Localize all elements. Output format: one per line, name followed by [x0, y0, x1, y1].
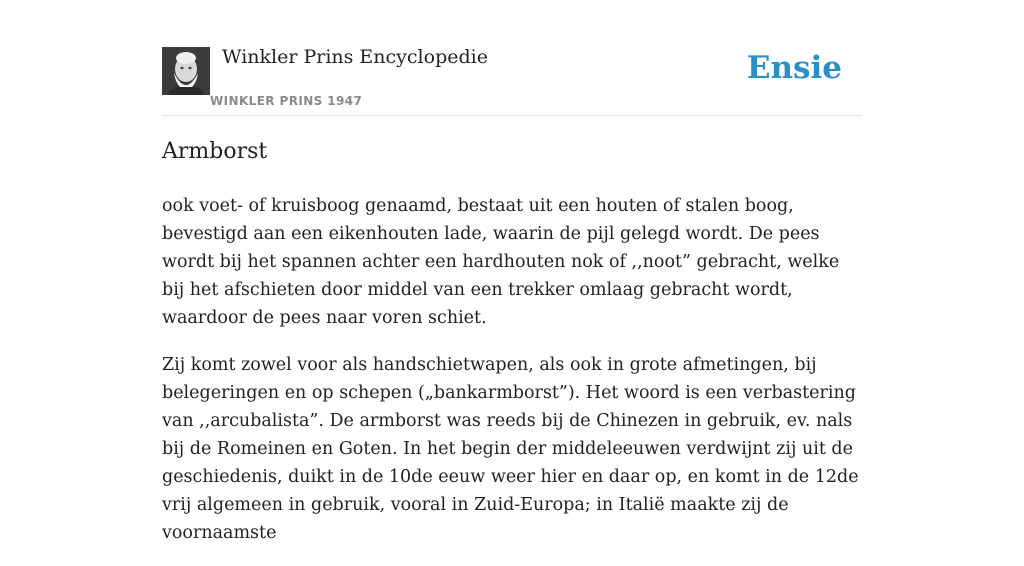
source-title[interactable]: Winkler Prins Encyclopedie: [222, 46, 488, 68]
source-subtitle[interactable]: WINKLER PRINS 1947: [210, 94, 363, 108]
article-paragraph: ook voet- of kruisboog genaamd, bestaat uit een houten of stalen boog, bevestigd aan een eikenhouten lade, waarin de pijl gelegd wordt. De pees wordt bij het spannen achter een hardhouten nok of ,,noot” gebracht, welke bij het afschieten door middel van een trekker omlaag gebracht wordt, waardoor de pees naar voren schiet.: [162, 196, 840, 328]
article-body: [162, 192, 862, 566]
bearded-man-portrait-icon: [162, 47, 210, 95]
source-header: [162, 40, 862, 116]
article-paragraph: Zij komt zowel voor als handschietwapen, als ook in grote afmetingen, bij belegeringen en op schepen („bankarmborst”). Het woord is een verbastering van ,,arcubalista”. De armborst was reeds bij de Chinezen in gebruik, ev. nals bij de Romeinen en Goten. In het begin der middeleeuwen verdwijnt zij uit de geschiedenis, duikt in de 10de eeuw weer hier en daar op, en komt in de 12de vrij algemeen in gebruik, vooral in Zuid-Europa; in Italië maakte zij de voornaamste: [162, 355, 859, 543]
author-avatar[interactable]: [162, 47, 210, 95]
ensie-logo-link[interactable]: Ensie: [746, 50, 842, 86]
article-title: Armborst: [162, 139, 268, 164]
